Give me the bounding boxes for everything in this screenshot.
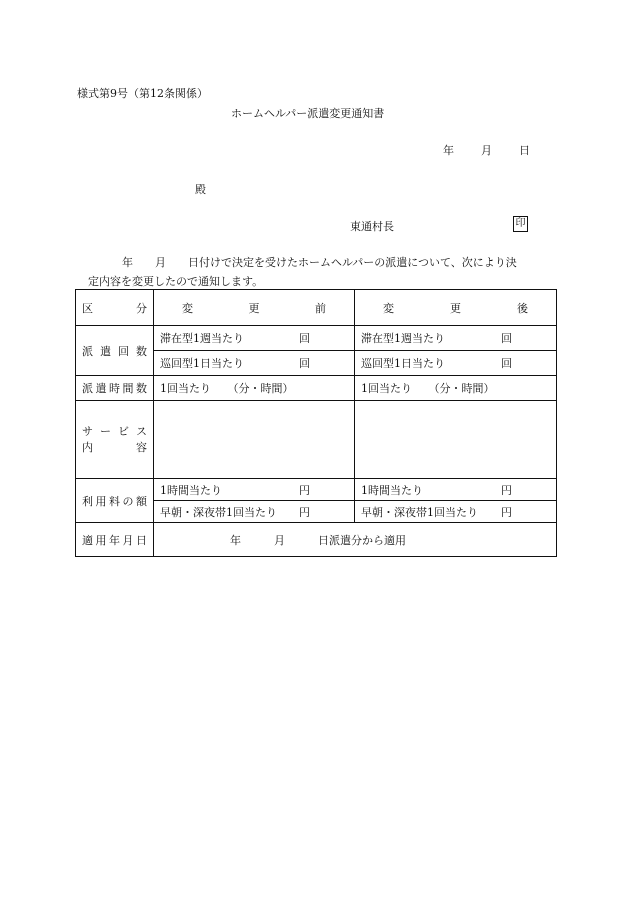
header-category: 区 分 [76,290,154,326]
after-hours: 1回当たり （分・時間） [355,376,557,401]
fee-label: 利用料の額 [76,479,154,523]
table-row [76,479,557,501]
header-before: 変 更 前 [154,290,355,326]
table-row [76,401,557,479]
issue-date [443,142,530,158]
table-row [76,326,557,351]
change-table [75,289,557,557]
date-month: 月 [481,144,492,157]
after-service-content [355,401,557,479]
form-number: 様式第9号（第12条関係） [77,87,208,100]
date-day: 日 [519,144,530,157]
dispatch-count-label: 派遣回数 [76,326,154,376]
date-year: 年 [443,144,454,157]
document-title: ホームヘルパー派遣変更通知書 [231,107,385,120]
effective-date-label: 適用年月日 [76,523,154,557]
before-night-fee: 早朝・深夜帯1回当たり 円 [154,501,355,523]
effective-date-value: 年 月 日派遣分から適用 [154,523,557,557]
notice-line-1: 年 月 日付けで決定を受けたホームヘルパーの派遣について、次により決 [122,256,517,269]
seal-mark: 印 [513,216,528,232]
header-after: 変 更 後 [355,290,557,326]
before-stay-count: 滞在型1週当たり 回 [154,326,355,351]
before-hours: 1回当たり （分・時間） [154,376,355,401]
before-hourly-fee: 1時間当たり 円 [154,479,355,501]
after-patrol-count: 巡回型1日当たり 回 [355,351,557,376]
table-row [76,376,557,401]
addressee: 殿 [195,183,206,196]
after-night-fee: 早朝・深夜帯1回当たり 円 [355,501,557,523]
table-row [76,523,557,557]
after-hourly-fee: 1時間当たり 円 [355,479,557,501]
notice-body [78,253,558,291]
before-service-content [154,401,355,479]
after-stay-count: 滞在型1週当たり 回 [355,326,557,351]
service-content-label: サービス 内容 [76,401,154,479]
before-patrol-count: 巡回型1日当たり 回 [154,351,355,376]
notice-line-2: 定内容を変更したので通知します。 [88,275,264,288]
table-header-row [76,290,557,326]
issuer: 東通村長 [350,220,394,233]
dispatch-hours-label: 派遣時間数 [76,376,154,401]
